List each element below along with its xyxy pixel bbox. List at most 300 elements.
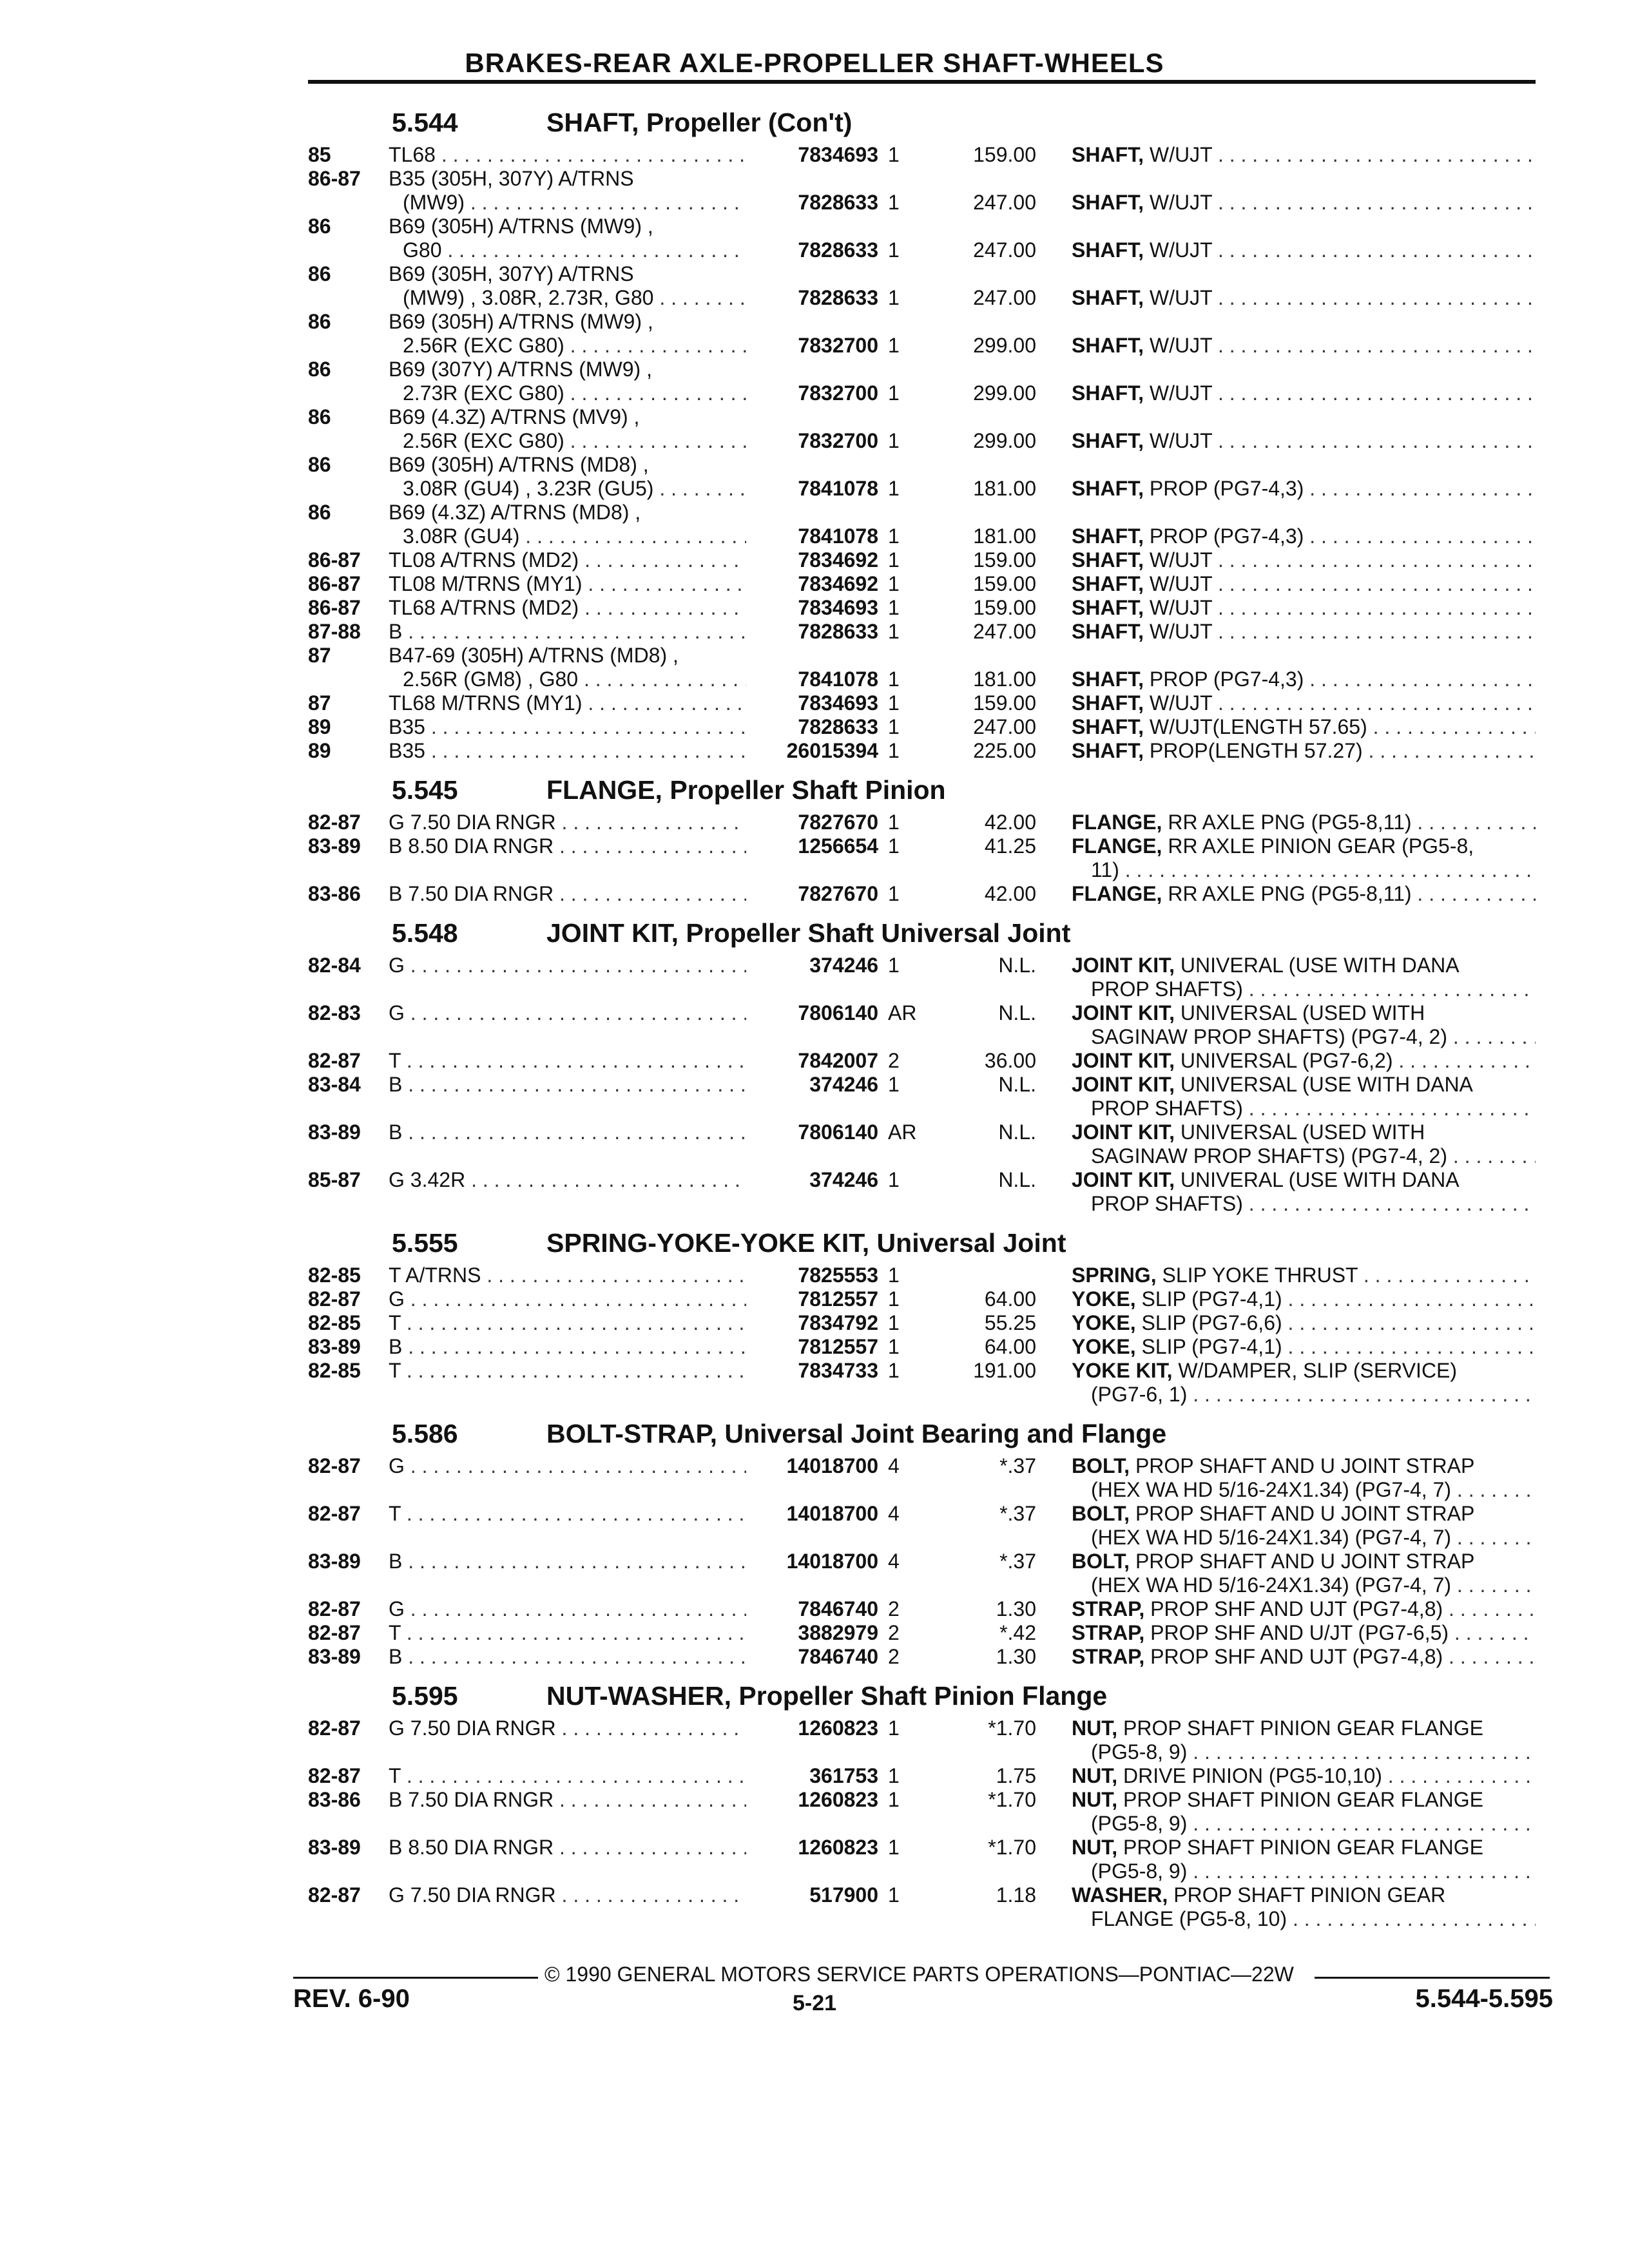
application-description xyxy=(389,811,746,834)
section-heading xyxy=(308,1216,1536,1264)
part-name-line xyxy=(1072,548,1536,572)
model-years: 86 xyxy=(308,310,331,333)
application-description xyxy=(389,739,746,763)
part-name-line xyxy=(1072,1597,1536,1621)
quantity: 1 xyxy=(888,143,900,166)
part-name xyxy=(1072,1621,1536,1645)
parts-row xyxy=(308,167,1536,215)
model-years: 82-87 xyxy=(308,1764,361,1787)
part-name-keyword: SHAFT, xyxy=(1072,238,1144,262)
quantity: 1 xyxy=(888,1788,900,1811)
price: 159.00 xyxy=(973,691,1036,715)
part-number: 14018700 xyxy=(786,1502,878,1525)
part-number: 14018700 xyxy=(786,1454,878,1477)
part-name-line xyxy=(1072,381,1536,405)
application-description xyxy=(389,143,746,167)
part-name xyxy=(1072,334,1536,358)
parts-row xyxy=(308,1287,1536,1311)
part-name-line xyxy=(1072,596,1536,620)
part-name-line xyxy=(1072,572,1536,596)
model-years: 83-84 xyxy=(308,1073,361,1096)
price: 247.00 xyxy=(973,286,1036,309)
price: 299.00 xyxy=(973,334,1036,357)
model-years: 85-87 xyxy=(308,1168,361,1191)
part-name xyxy=(1072,1764,1536,1788)
description-line: G . . . xyxy=(389,1454,746,1478)
part-name-line xyxy=(1072,1764,1536,1788)
part-name-detail: SLIP (PG7-4,1) xyxy=(1141,1287,1282,1311)
description-line: TL08 M/TRNS (MY1) . . . xyxy=(389,572,746,596)
part-name xyxy=(1072,1550,1536,1597)
description-line: B69 (307Y) A/TRNS (MW9) , xyxy=(389,358,652,381)
part-name-keyword: SHAFT, xyxy=(1072,429,1144,452)
description-line: T . . . xyxy=(389,1502,746,1526)
part-name-keyword: YOKE KIT, xyxy=(1072,1359,1173,1382)
price: 159.00 xyxy=(973,143,1036,166)
parts-row xyxy=(308,882,1536,906)
part-name-line xyxy=(1072,477,1536,501)
price: 299.00 xyxy=(973,429,1036,452)
part-name-line xyxy=(1072,1788,1536,1812)
description-line: B69 (305H) A/TRNS (MW9) , xyxy=(389,215,653,238)
part-name-detail: PROP SHF AND UJT (PG7-4,8) xyxy=(1150,1645,1443,1668)
application-description xyxy=(389,1168,746,1192)
part-name-line: (HEX WA HD 5/16-24X1.34) (PG7-4, 7) . . . xyxy=(1072,1526,1536,1550)
description-line: B69 (305H) A/TRNS (MW9) , xyxy=(389,310,653,333)
quantity: 1 xyxy=(888,1073,900,1096)
model-years: 82-83 xyxy=(308,1001,361,1024)
part-name-detail: UNIVERSAL (USED WITH xyxy=(1180,1120,1425,1144)
part-number: 7834693 xyxy=(798,143,878,166)
part-name xyxy=(1072,1311,1536,1335)
model-years: 82-87 xyxy=(308,1049,361,1072)
part-number: 7828633 xyxy=(798,191,878,214)
parts-row xyxy=(308,1502,1536,1550)
part-number: 7834733 xyxy=(798,1359,878,1382)
part-name-keyword: FLANGE, xyxy=(1072,811,1162,834)
part-name-line xyxy=(1072,286,1536,310)
part-name-line xyxy=(1072,1550,1536,1573)
description-line: B69 (305H) A/TRNS (MD8) , xyxy=(389,453,649,476)
part-name-detail: PROP SHAFT AND U JOINT STRAP xyxy=(1135,1502,1475,1525)
part-name-keyword: SPRING, xyxy=(1072,1264,1157,1287)
part-name-keyword: SHAFT, xyxy=(1072,620,1144,643)
quantity: 1 xyxy=(888,620,900,643)
parts-row xyxy=(308,501,1536,548)
part-number: 7834692 xyxy=(798,548,878,572)
part-name xyxy=(1072,1168,1536,1216)
price: 191.00 xyxy=(973,1359,1036,1382)
part-name-keyword: STRAP, xyxy=(1072,1597,1145,1620)
part-name xyxy=(1072,1597,1536,1621)
application-description xyxy=(389,215,746,262)
part-number: 7828633 xyxy=(798,238,878,262)
parts-row xyxy=(308,1550,1536,1597)
part-number: 7812557 xyxy=(798,1287,878,1311)
part-name-line xyxy=(1072,1120,1536,1144)
part-name xyxy=(1072,620,1536,644)
part-name-line: (PG5-8, 9) . . . xyxy=(1072,1860,1536,1883)
part-name xyxy=(1072,1645,1536,1669)
part-name xyxy=(1072,596,1536,620)
parts-row xyxy=(308,739,1536,763)
part-name-line: PROP SHAFTS) . . . xyxy=(1072,977,1536,1001)
price: 55.25 xyxy=(984,1311,1036,1334)
description-line: B . . . xyxy=(389,1550,746,1573)
application-description xyxy=(389,715,746,739)
model-years: 86 xyxy=(308,501,331,524)
part-name xyxy=(1072,548,1536,572)
quantity: 1 xyxy=(888,691,900,715)
part-name xyxy=(1072,1264,1536,1287)
quantity: AR xyxy=(888,1001,917,1024)
part-name-line xyxy=(1072,1001,1536,1025)
model-years: 82-85 xyxy=(308,1359,361,1382)
price: *1.70 xyxy=(988,1788,1036,1811)
quantity: 1 xyxy=(888,1311,900,1334)
footer-rule-right xyxy=(1315,1977,1550,1979)
application-description xyxy=(389,1287,746,1311)
quantity: AR xyxy=(888,1120,917,1144)
application-description xyxy=(389,1049,746,1073)
part-name-detail: UNIVERSAL (USE WITH DANA xyxy=(1180,1073,1473,1096)
parts-row xyxy=(308,1645,1536,1669)
part-name-detail: DRIVE PINION (PG5-10,10) xyxy=(1123,1764,1382,1787)
model-years: 82-85 xyxy=(308,1264,361,1287)
part-name xyxy=(1072,572,1536,596)
part-name-keyword: SHAFT, xyxy=(1072,596,1144,619)
parts-row xyxy=(308,358,1536,405)
part-name-keyword: JOINT KIT, xyxy=(1072,1001,1175,1024)
section-number: 5.555 xyxy=(392,1228,458,1258)
quantity: 4 xyxy=(888,1454,900,1477)
part-name-line xyxy=(1072,1502,1536,1526)
parts-row xyxy=(308,644,1536,691)
model-years: 82-87 xyxy=(308,1883,361,1907)
description-line: TL08 A/TRNS (MD2) . . . xyxy=(389,548,746,572)
price: 1.30 xyxy=(996,1645,1036,1668)
part-number: 374246 xyxy=(809,1168,878,1191)
part-name-keyword: SHAFT, xyxy=(1072,334,1144,357)
part-name-keyword: YOKE, xyxy=(1072,1335,1136,1358)
price: 247.00 xyxy=(973,238,1036,262)
section-heading xyxy=(308,95,1536,143)
part-number: 361753 xyxy=(809,1764,878,1787)
part-name-keyword: FLANGE, xyxy=(1072,882,1162,905)
part-name-line xyxy=(1072,954,1536,977)
application-description xyxy=(389,834,746,858)
description-line: T A/TRNS . . . xyxy=(389,1264,746,1287)
application-description xyxy=(389,310,746,358)
part-name-line: SAGINAW PROP SHAFTS) (PG7-4, 2) . . . xyxy=(1072,1144,1536,1168)
part-number: 26015394 xyxy=(786,739,878,762)
part-name-detail: PROP(LENGTH 57.27) xyxy=(1149,739,1363,762)
part-name xyxy=(1072,834,1536,882)
description-line: T . . . xyxy=(389,1311,746,1335)
price: 42.00 xyxy=(984,811,1036,834)
description-line: G 7.50 DIA RNGR . . . xyxy=(389,811,746,834)
part-name-keyword: SHAFT, xyxy=(1072,286,1144,309)
part-name xyxy=(1072,954,1536,1001)
application-description xyxy=(389,1621,746,1645)
part-name-line xyxy=(1072,143,1536,167)
part-number: 7841078 xyxy=(798,524,878,548)
parts-row xyxy=(308,1335,1536,1359)
description-line: TL68 M/TRNS (MY1) . . . xyxy=(389,691,746,715)
parts-row xyxy=(308,596,1536,620)
part-name-line: PROP SHAFTS) . . . xyxy=(1072,1192,1536,1216)
part-number: 7825553 xyxy=(798,1264,878,1287)
part-number: 14018700 xyxy=(786,1550,878,1573)
description-line: G 3.42R . . . xyxy=(389,1168,746,1192)
model-years: 82-85 xyxy=(308,1311,361,1334)
quantity: 4 xyxy=(888,1502,900,1525)
price: *1.70 xyxy=(988,1836,1036,1859)
part-name-detail: PROP SHAFT AND U JOINT STRAP xyxy=(1135,1454,1475,1477)
part-name-detail: RR AXLE PNG (PG5-8,11) xyxy=(1168,811,1412,834)
price: 159.00 xyxy=(973,548,1036,572)
part-name-line xyxy=(1072,882,1536,906)
parts-row xyxy=(308,811,1536,834)
application-description xyxy=(389,644,746,691)
model-years: 83-89 xyxy=(308,1335,361,1358)
part-name-line: 11) . . . xyxy=(1072,858,1536,882)
quantity: 1 xyxy=(888,882,900,905)
price: N.L. xyxy=(998,954,1036,977)
model-years: 82-87 xyxy=(308,1597,361,1620)
footer-rule-left xyxy=(293,1977,538,1979)
description-line: B 7.50 DIA RNGR . . . xyxy=(389,882,746,906)
part-number: 7827670 xyxy=(798,882,878,905)
part-name-keyword: SHAFT, xyxy=(1072,191,1144,214)
part-name-detail: SLIP (PG7-6,6) xyxy=(1141,1311,1282,1334)
section-title: SPRING-YOKE-YOKE KIT, Universal Joint xyxy=(546,1228,1066,1258)
part-name xyxy=(1072,286,1536,310)
parts-row xyxy=(308,215,1536,262)
part-name xyxy=(1072,1454,1536,1502)
description-line: G80 . . . xyxy=(389,238,746,262)
price: *.42 xyxy=(999,1621,1036,1644)
parts-row xyxy=(308,1621,1536,1645)
price: N.L. xyxy=(998,1073,1036,1096)
part-name xyxy=(1072,1716,1536,1764)
application-description xyxy=(389,262,746,310)
model-years: 82-87 xyxy=(308,811,361,834)
part-name-detail: PROP SHAFT AND U JOINT STRAP xyxy=(1135,1550,1475,1573)
quantity: 1 xyxy=(888,286,900,309)
part-name-keyword: YOKE, xyxy=(1072,1287,1136,1311)
model-years: 82-84 xyxy=(308,954,361,977)
part-name-detail: W/UJT xyxy=(1149,334,1213,357)
description-line: B 8.50 DIA RNGR . . . xyxy=(389,834,746,858)
application-description xyxy=(389,882,746,906)
description-line: 3.08R (GU4) , 3.23R (GU5) . . . xyxy=(389,477,746,501)
model-years: 86 xyxy=(308,405,331,428)
description-line: T . . . xyxy=(389,1049,746,1073)
description-line: B35 . . . xyxy=(389,739,746,763)
description-line: TL68 . . . xyxy=(389,143,746,167)
part-name xyxy=(1072,668,1536,691)
part-name-detail: W/UJT xyxy=(1149,381,1213,405)
description-line: B47-69 (305H) A/TRNS (MD8) , xyxy=(389,644,679,667)
part-name xyxy=(1072,1287,1536,1311)
part-number: 7832700 xyxy=(798,429,878,452)
quantity: 1 xyxy=(888,739,900,762)
part-name-line xyxy=(1072,715,1536,739)
description-line: B69 (4.3Z) A/TRNS (MV9) , xyxy=(389,405,640,428)
part-number: 7827670 xyxy=(798,811,878,834)
part-number: 7841078 xyxy=(798,477,878,500)
model-years: 82-87 xyxy=(308,1621,361,1644)
part-name-detail: W/UJT xyxy=(1149,286,1213,309)
application-description xyxy=(389,1264,746,1287)
part-name xyxy=(1072,238,1536,262)
title-rule xyxy=(308,80,1536,84)
description-line: B . . . xyxy=(389,620,746,644)
part-name-line xyxy=(1072,1049,1536,1073)
part-name-line xyxy=(1072,739,1536,763)
application-description xyxy=(389,501,746,548)
application-description xyxy=(389,405,746,453)
description-line: T . . . xyxy=(389,1359,746,1383)
model-years: 83-89 xyxy=(308,1836,361,1859)
description-line: (MW9) , 3.08R, 2.73R, G80 . . . xyxy=(389,286,746,310)
part-name-keyword: JOINT KIT, xyxy=(1072,1073,1175,1096)
price: 181.00 xyxy=(973,668,1036,691)
model-years: 86-87 xyxy=(308,596,361,619)
price: 64.00 xyxy=(984,1335,1036,1358)
part-name-line: SAGINAW PROP SHAFTS) (PG7-4, 2) . . . xyxy=(1072,1025,1536,1049)
quantity: 1 xyxy=(888,1883,900,1907)
part-name-keyword: SHAFT, xyxy=(1072,668,1144,691)
quantity: 1 xyxy=(888,596,900,619)
description-line: G 7.50 DIA RNGR . . . xyxy=(389,1716,746,1740)
part-name-keyword: SHAFT, xyxy=(1072,477,1144,500)
parts-row xyxy=(308,620,1536,644)
part-name-detail: RR AXLE PINION GEAR (PG5-8, xyxy=(1168,834,1474,858)
price: 159.00 xyxy=(973,572,1036,595)
quantity: 1 xyxy=(888,1764,900,1787)
part-name-detail: PROP SHAFT PINION GEAR FLANGE xyxy=(1123,1716,1483,1740)
description-line: (MW9) . . . xyxy=(389,191,746,215)
part-number: 7828633 xyxy=(798,286,878,309)
description-line: T . . . xyxy=(389,1621,746,1645)
model-years: 86 xyxy=(308,215,331,238)
part-name-keyword: STRAP, xyxy=(1072,1645,1145,1668)
price: N.L. xyxy=(998,1001,1036,1024)
application-description xyxy=(389,1454,746,1478)
parts-row xyxy=(308,834,1536,882)
parts-row xyxy=(308,1597,1536,1621)
section-title: NUT-WASHER, Propeller Shaft Pinion Flange xyxy=(546,1681,1108,1711)
parts-row xyxy=(308,143,1536,167)
part-number: 374246 xyxy=(809,1073,878,1096)
application-description xyxy=(389,453,746,501)
description-line: B . . . xyxy=(389,1645,746,1669)
application-description xyxy=(389,548,746,572)
price: *.37 xyxy=(999,1454,1036,1477)
part-name-keyword: NUT, xyxy=(1072,1716,1118,1740)
quantity: 1 xyxy=(888,668,900,691)
part-name-detail: W/UJT(LENGTH 57.65) xyxy=(1149,715,1367,738)
part-name-line xyxy=(1072,429,1536,453)
part-name-line xyxy=(1072,1264,1536,1287)
parts-row xyxy=(308,715,1536,739)
part-name-keyword: SHAFT, xyxy=(1072,691,1144,715)
description-line: TL68 A/TRNS (MD2) . . . xyxy=(389,596,746,620)
model-years: 83-89 xyxy=(308,834,361,858)
part-number: 7832700 xyxy=(798,334,878,357)
part-name xyxy=(1072,1502,1536,1550)
part-name-keyword: SHAFT, xyxy=(1072,381,1144,405)
quantity: 1 xyxy=(888,1836,900,1859)
part-name-line xyxy=(1072,1311,1536,1335)
section-title: SHAFT, Propeller (Con't) xyxy=(546,108,853,137)
quantity: 1 xyxy=(888,1359,900,1382)
part-name-line xyxy=(1072,1287,1536,1311)
price: 41.25 xyxy=(984,834,1036,858)
part-name-keyword: JOINT KIT, xyxy=(1072,1120,1175,1144)
application-description xyxy=(389,1764,746,1788)
part-name-keyword: SHAFT, xyxy=(1072,572,1144,595)
section-number: 5.544 xyxy=(392,108,458,137)
application-description xyxy=(389,1073,746,1097)
part-name-keyword: BOLT, xyxy=(1072,1502,1130,1525)
part-name xyxy=(1072,143,1536,167)
description-line: 2.56R (GM8) , G80 . . . xyxy=(389,668,746,691)
description-line: B35 . . . xyxy=(389,715,746,739)
model-years: 87 xyxy=(308,644,331,667)
part-name-keyword: BOLT, xyxy=(1072,1454,1130,1477)
section-heading xyxy=(308,906,1536,954)
section-number: 5.545 xyxy=(392,775,458,805)
parts-row xyxy=(308,262,1536,310)
part-name xyxy=(1072,715,1536,739)
part-number: 7842007 xyxy=(798,1049,878,1072)
part-name-line: (HEX WA HD 5/16-24X1.34) (PG7-4, 7) . . . xyxy=(1072,1478,1536,1502)
model-years: 86 xyxy=(308,262,331,285)
part-number: 7834693 xyxy=(798,691,878,715)
part-name-detail: W/UJT xyxy=(1149,596,1213,619)
price: 36.00 xyxy=(984,1049,1036,1072)
part-name-keyword: SHAFT, xyxy=(1072,739,1144,762)
price: 64.00 xyxy=(984,1287,1036,1311)
copyright-notice: © 1990 GENERAL MOTORS SERVICE PARTS OPERATIONS—PONTIAC—22W xyxy=(545,1963,1294,1986)
part-name-keyword: JOINT KIT, xyxy=(1072,954,1175,977)
section-heading xyxy=(308,763,1536,811)
application-description xyxy=(389,1645,746,1669)
part-name-detail: SLIP YOKE THRUST xyxy=(1162,1264,1358,1287)
part-name xyxy=(1072,882,1536,906)
part-name-line xyxy=(1072,668,1536,691)
part-name xyxy=(1072,191,1536,215)
description-line: B69 (305H, 307Y) A/TRNS xyxy=(389,262,634,285)
part-name-line: (PG5-8, 9) . . . xyxy=(1072,1740,1536,1764)
part-name-keyword: YOKE, xyxy=(1072,1311,1136,1334)
part-name-line: PROP SHAFTS) . . . xyxy=(1072,1097,1536,1120)
application-description xyxy=(389,1359,746,1383)
part-name-line xyxy=(1072,1883,1536,1907)
part-name xyxy=(1072,691,1536,715)
part-name-keyword: JOINT KIT, xyxy=(1072,1168,1175,1191)
section-title: FLANGE, Propeller Shaft Pinion xyxy=(546,775,946,805)
part-name-detail: W/UJT xyxy=(1149,620,1213,643)
part-name-detail: W/DAMPER, SLIP (SERVICE) xyxy=(1178,1359,1458,1382)
part-name-detail: W/UJT xyxy=(1149,691,1213,715)
description-line: G . . . xyxy=(389,954,746,977)
part-name-detail: PROP SHAFT PINION GEAR FLANGE xyxy=(1123,1836,1483,1859)
model-years: 86-87 xyxy=(308,572,361,595)
